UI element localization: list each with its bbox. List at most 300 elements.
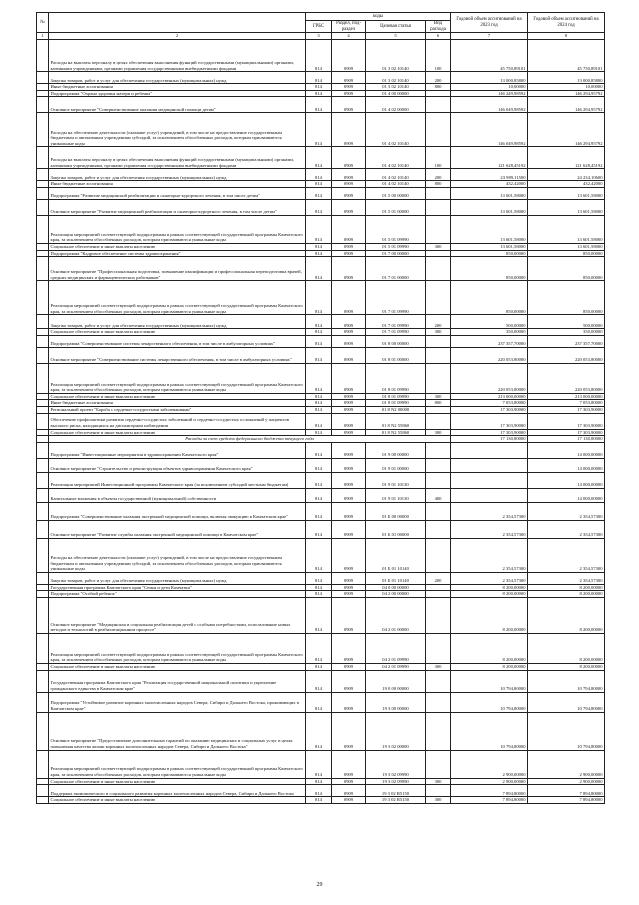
target-article-cell: 01 8 01 09990 [366, 400, 426, 407]
amount-2024-cell: 17 303,90000 [528, 429, 605, 436]
grbs-cell: 814 [306, 84, 332, 91]
section-cell: 0909 [332, 442, 366, 458]
amount-2023-cell: 850,00000 [451, 257, 528, 281]
expense-type-cell: 100 [426, 40, 451, 72]
section-cell: 0909 [332, 90, 366, 97]
section-cell: 0909 [332, 329, 366, 336]
name-cell: Поддержка экономического и социального развития коренных малочисленных народов Севера, Сибири и Дальнего Востока [49, 785, 306, 797]
name-cell: Социальное обеспечение и иные выплаты населению [49, 663, 306, 670]
name-cell: Основное мероприятие "Предоставление дополнительных гарантий по оказанию медицинских и социальных услуг в целях повышения качества жизни коренных малочисленных народов Севера, Сибири и Дальнего Востока" [49, 712, 306, 750]
amount-2024-cell: 14 000,00000 [528, 472, 605, 488]
row-number-cell [37, 488, 49, 502]
table-row [37, 113, 605, 147]
section-cell: 0909 [332, 692, 366, 712]
row-number-cell [37, 84, 49, 91]
grbs-cell: 814 [306, 281, 332, 315]
name-cell: Подпрограмма "Кадровое обеспечение системы здравоохранения" [49, 250, 306, 257]
grbs-cell: 814 [306, 670, 332, 692]
table-row [37, 393, 605, 400]
table-row [37, 84, 605, 91]
section-cell: 0909 [332, 363, 366, 393]
expense-type-cell: 200 [426, 72, 451, 84]
row-number-cell [37, 215, 49, 243]
row-number-cell [37, 778, 49, 785]
amount-2024-cell: 146 294,95792 [528, 97, 605, 113]
expense-type-cell [426, 215, 451, 243]
expense-type-cell: 300 [426, 778, 451, 785]
name-cell: Иные бюджетные ассигнования [49, 84, 306, 91]
row-number-cell [37, 199, 49, 215]
expense-type-cell [426, 502, 451, 520]
name-cell: Закупка товаров, работ и услуг для обеспечения государственных (муниципальных) нужд [49, 72, 306, 84]
table-row [37, 692, 605, 712]
row-number-cell [37, 597, 49, 633]
header-row-number: № [37, 13, 49, 33]
table-row [37, 670, 605, 692]
name-cell: Социальное обеспечение и иные выплаты населению [49, 778, 306, 785]
target-article-cell: 19 3 00 00000 [366, 692, 426, 712]
target-article-cell: 19 3 02 R5150 [366, 785, 426, 797]
expense-type-cell: 800 [426, 181, 451, 188]
table-row [37, 400, 605, 407]
row-number-cell [37, 502, 49, 520]
amount-2023-cell: 10 794,80000 [451, 692, 528, 712]
amount-2023-cell: 17 303,90000 [451, 413, 528, 429]
expense-type-cell [426, 187, 451, 199]
header-name [49, 13, 306, 33]
target-article-cell: 19 3 02 09990 [366, 750, 426, 778]
target-article-cell: 01 9 01 10130 [366, 488, 426, 502]
amount-2023-cell: 45 750,89101 [451, 40, 528, 72]
name-cell: Социальное обеспечение и иные выплаты населению [49, 393, 306, 400]
row-number-cell [37, 187, 49, 199]
table-row [37, 633, 605, 663]
target-article-cell: 01 5 01 00000 [366, 199, 426, 215]
table-body [37, 40, 605, 804]
amount-2024-cell: 2 354,57300 [528, 572, 605, 584]
name-cell: Основное мероприятие "Совершенствование системы лекарственного обеспечения, в том числе в амбулаторных условиях" [49, 347, 306, 363]
name-cell: Подпрограмма "Инвестиционные мероприятия в здравоохранении Камчатского края" [49, 442, 306, 458]
target-article-cell: 01 5 01 09990 [366, 243, 426, 250]
table-row [37, 406, 605, 413]
column-index-row [37, 33, 605, 40]
name-cell: Реализация мероприятий Инвестиционной программы Камчатского края (за исключением субсидий местным бюджетам) [49, 472, 306, 488]
amount-2023-cell: 146 049,98592 [451, 113, 528, 147]
row-number-cell [37, 40, 49, 72]
grbs-cell: 814 [306, 90, 332, 97]
target-article-cell: 01 8 N2 55860 [366, 413, 426, 429]
name-cell: Расходы на выплаты персоналу в целях обеспечения выполнения функций государственными (муниципальными) органами, казенными учреждениями, органами управления государственными внебюджетными фондами [49, 40, 306, 72]
section-cell: 0909 [332, 400, 366, 407]
target-article-cell: 01 9 01 00000 [366, 458, 426, 472]
target-article-cell: 01 9 00 00000 [366, 442, 426, 458]
target-article-cell: 01 5 00 00000 [366, 187, 426, 199]
amount-2024-cell: 17 130,80000 [528, 436, 605, 443]
column-index: 3 [306, 33, 332, 40]
amount-2023-cell: 2 354,57300 [451, 572, 528, 584]
target-article-cell: 01 7 00 00000 [366, 250, 426, 257]
amount-2023-cell: 432,42000 [451, 181, 528, 188]
amount-2024-cell: 7 053,80000 [528, 400, 605, 407]
table-row [37, 663, 605, 670]
amount-2023-cell: 2 354,57300 [451, 538, 528, 572]
amount-2023-cell: 2 354,57300 [451, 502, 528, 520]
grbs-cell: 814 [306, 187, 332, 199]
grbs-cell: 814 [306, 633, 332, 663]
section-cell: 0909 [332, 243, 366, 250]
expense-type-cell [426, 472, 451, 488]
note-cell: Расходы за счет средств федерального бюджета текущего года [49, 436, 451, 443]
expense-type-cell [426, 520, 451, 538]
expense-type-cell [426, 257, 451, 281]
amount-2024-cell: 10 794,80000 [528, 670, 605, 692]
target-article-cell: 01 Б 01 10140 [366, 572, 426, 584]
table-row [37, 442, 605, 458]
section-cell: 0909 [332, 40, 366, 72]
section-cell: 0909 [332, 597, 366, 633]
expense-type-cell [426, 670, 451, 692]
column-index: 2 [49, 33, 306, 40]
amount-2024-cell: 13 601,58000 [528, 199, 605, 215]
grbs-cell: 814 [306, 663, 332, 670]
target-article-cell: 04 2 01 00000 [366, 597, 426, 633]
expense-type-cell [426, 90, 451, 97]
expense-type-cell [426, 199, 451, 215]
grbs-cell: 814 [306, 40, 332, 72]
amount-2023-cell: 13 601,58000 [451, 187, 528, 199]
target-article-cell: 01 Б 01 10140 [366, 538, 426, 572]
amount-2024-cell: 220 053,80000 [528, 347, 605, 363]
amount-2024-cell: 8 200,00000 [528, 584, 605, 591]
grbs-cell: 814 [306, 329, 332, 336]
row-number-cell [37, 335, 49, 347]
name-cell: Реализация мероприятий соответствующей подпрограммы в рамках соответствующей государственной программы Камчатского края, за исключением обособленных расходов, которым присваиваются уникальные коды [49, 750, 306, 778]
section-cell: 0909 [332, 147, 366, 169]
target-article-cell: 01 3 02 10140 [366, 84, 426, 91]
header-expense-type: Вид расхода [426, 21, 451, 33]
row-number-cell [37, 472, 49, 488]
amount-2023-cell: 8 200,00000 [451, 591, 528, 598]
amount-2024-cell: 13 601,58000 [528, 243, 605, 250]
amount-2024-cell: 500,00000 [528, 315, 605, 329]
section-cell: 0909 [332, 406, 366, 413]
target-article-cell: 01 7 01 09990 [366, 315, 426, 329]
amount-2024-cell: 220 053,80000 [528, 363, 605, 393]
row-number-cell [37, 347, 49, 363]
section-cell: 0909 [332, 215, 366, 243]
table-row [37, 315, 605, 329]
section-cell: 0909 [332, 502, 366, 520]
grbs-cell: 814 [306, 363, 332, 393]
amount-2024-cell: 13 601,58000 [528, 187, 605, 199]
row-number-cell [37, 520, 49, 538]
header-target-article: Целевая статья [366, 21, 426, 33]
amount-2023-cell: 10,00000 [451, 84, 528, 91]
expense-type-cell: 300 [426, 429, 451, 436]
target-article-cell: 01 7 01 09990 [366, 281, 426, 315]
expense-type-cell [426, 413, 451, 429]
name-cell: Государственная программа Камчатского края "Реализация государственной национальной политики и укрепление гражданского единства в Камчатском крае" [49, 670, 306, 692]
grbs-cell: 814 [306, 335, 332, 347]
table-row [37, 169, 605, 181]
expense-type-cell [426, 597, 451, 633]
table-row [37, 329, 605, 336]
name-cell: Реализация мероприятий соответствующей подпрограммы в рамках соответствующей государственной программы Камчатского края, за исключением обособленных расходов, которым присваиваются уникальные коды [49, 363, 306, 393]
table-header [37, 13, 605, 40]
table-row [37, 584, 605, 591]
name-cell: Закупка товаров, работ и услуг для обеспечения государственных (муниципальных) нужд [49, 315, 306, 329]
table-row [37, 243, 605, 250]
row-number-cell [37, 90, 49, 97]
name-cell: Основное мероприятие "Совершенствование оказания медицинской помощи детям" [49, 97, 306, 113]
amount-2023-cell [451, 442, 528, 458]
row-number-cell [37, 406, 49, 413]
amount-2023-cell: 17 303,90000 [451, 406, 528, 413]
expense-type-cell [426, 591, 451, 598]
table-row [37, 181, 605, 188]
table-row [37, 72, 605, 84]
expense-type-cell: 200 [426, 572, 451, 584]
table-row [37, 520, 605, 538]
table-row [37, 597, 605, 633]
target-article-cell: 19 3 02 09990 [366, 778, 426, 785]
table-row [37, 778, 605, 785]
row-number-cell [37, 329, 49, 336]
grbs-cell: 814 [306, 520, 332, 538]
name-cell: Расходы на обеспечение деятельности (оказание услуг) учреждений, в том числе на предоставление государственным бюджетным и автономным учреждениям субсидий, за исключением обособленных расходов, которым присваиваются уникальные коды [49, 113, 306, 147]
grbs-cell: 814 [306, 315, 332, 329]
expense-type-cell: 400 [426, 488, 451, 502]
amount-2024-cell: 850,00000 [528, 250, 605, 257]
column-index: 6 [426, 33, 451, 40]
grbs-cell: 814 [306, 257, 332, 281]
amount-2023-cell: 213 000,00000 [451, 393, 528, 400]
row-number-cell [37, 584, 49, 591]
amount-2023-cell: 350,00000 [451, 329, 528, 336]
section-cell: 0909 [332, 72, 366, 84]
target-article-cell: 01 4 02 10140 [366, 169, 426, 181]
target-article-cell: 01 4 02 00000 [366, 97, 426, 113]
row-number-cell [37, 633, 49, 663]
name-cell: Социальное обеспечение и иные выплаты населению [49, 797, 306, 804]
section-cell: 0909 [332, 199, 366, 215]
section-cell: 0909 [332, 584, 366, 591]
table-row [37, 90, 605, 97]
row-number-cell [37, 429, 49, 436]
name-cell: Реализация мероприятий соответствующей подпрограммы в рамках соответствующей государственной программы Камчатского края, за исключением обособленных расходов, которым присваиваются уникальные коды [49, 215, 306, 243]
amount-2023-cell: 850,00000 [451, 281, 528, 315]
row-number-cell [37, 147, 49, 169]
table-row [37, 436, 605, 443]
header-amount-2024: Годовой объем ассигнований на 2024 год [528, 13, 605, 33]
name-cell: Капитальные вложения в объекты государственной (муниципальной) собственности [49, 488, 306, 502]
column-index: 1 [37, 33, 49, 40]
amount-2024-cell: 350,00000 [528, 329, 605, 336]
amount-2024-cell: 850,00000 [528, 281, 605, 315]
expense-type-cell [426, 363, 451, 393]
table-row [37, 429, 605, 436]
name-cell: Основное мероприятие "Развитие медицинской реабилитации и санаторно-курортного лечения, в том числе детям" [49, 199, 306, 215]
row-number-cell [37, 250, 49, 257]
name-cell: Основное мероприятие "Медицинская и социальная реабилитация детей с особыми потребностями, использование новых методов и технологий в реабилитационном процессе" [49, 597, 306, 633]
target-article-cell: 01 7 01 09990 [366, 329, 426, 336]
row-number-cell [37, 458, 49, 472]
expense-type-cell: 300 [426, 797, 451, 804]
amount-2023-cell: 2 900,00000 [451, 750, 528, 778]
column-index: 4 [332, 33, 366, 40]
expense-type-cell [426, 347, 451, 363]
section-cell: 0909 [332, 84, 366, 91]
header-amount-2023: Годовой объем ассигнований на 2023 год [451, 13, 528, 33]
target-article-cell: 01 4 00 00000 [366, 90, 426, 97]
grbs-cell: 814 [306, 347, 332, 363]
expense-type-cell [426, 458, 451, 472]
table-row [37, 750, 605, 778]
column-index: 5 [366, 33, 426, 40]
amount-2024-cell: 14 000,00000 [528, 488, 605, 502]
amount-2023-cell: 8 200,00000 [451, 597, 528, 633]
amount-2024-cell: 13 601,58000 [528, 215, 605, 243]
name-cell: Региональный проект "Борьба с сердечно-сосудистыми заболеваниями" [49, 406, 306, 413]
amount-2024-cell: 10 794,80000 [528, 712, 605, 750]
section-cell: 0909 [332, 538, 366, 572]
amount-2023-cell: 2 354,57300 [451, 520, 528, 538]
row-number-cell [37, 181, 49, 188]
target-article-cell: 01 8 N2 55860 [366, 429, 426, 436]
target-article-cell: 01 4 02 10140 [366, 113, 426, 147]
name-cell: Закупка товаров, работ и услуг для обеспечения государственных (муниципальных) нужд [49, 572, 306, 584]
grbs-cell: 814 [306, 400, 332, 407]
expense-type-cell [426, 750, 451, 778]
table-row [37, 215, 605, 243]
amount-2023-cell: 2 900,00000 [451, 778, 528, 785]
target-article-cell: 04 2 00 00000 [366, 591, 426, 598]
header-codes-group: коды [306, 13, 451, 21]
name-cell: Реализация мероприятий соответствующей подпрограммы в рамках соответствующей государственной программы Камчатского края, за исключением обособленных расходов, которым присваиваются уникальные коды [49, 633, 306, 663]
amount-2024-cell: 121 628,45192 [528, 147, 605, 169]
target-article-cell: 01 8 01 00000 [366, 347, 426, 363]
amount-2024-cell: 850,00000 [528, 257, 605, 281]
amount-2023-cell: 10 794,80000 [451, 712, 528, 750]
table-row [37, 147, 605, 169]
target-article-cell: 01 4 02 10140 [366, 147, 426, 169]
section-cell: 0909 [332, 785, 366, 797]
table-row [37, 591, 605, 598]
column-index: 8 [528, 33, 605, 40]
amount-2024-cell: 10 794,80000 [528, 692, 605, 712]
expense-type-cell [426, 97, 451, 113]
grbs-cell: 814 [306, 591, 332, 598]
grbs-cell: 814 [306, 472, 332, 488]
table-row [37, 199, 605, 215]
amount-2023-cell: 121 628,45192 [451, 147, 528, 169]
expense-type-cell: 300 [426, 329, 451, 336]
table-row [37, 797, 605, 804]
grbs-cell: 814 [306, 712, 332, 750]
section-cell: 0909 [332, 670, 366, 692]
budget-sheet [36, 12, 604, 804]
amount-2024-cell: 17 303,90000 [528, 406, 605, 413]
amount-2024-cell: 2 900,00000 [528, 778, 605, 785]
amount-2023-cell: 8 200,00000 [451, 584, 528, 591]
amount-2024-cell: 146 294,95792 [528, 90, 605, 97]
section-cell: 0909 [332, 778, 366, 785]
amount-2024-cell: 2 900,00000 [528, 750, 605, 778]
amount-2023-cell [451, 472, 528, 488]
expense-type-cell: 300 [426, 243, 451, 250]
amount-2023-cell [451, 458, 528, 472]
grbs-cell: 814 [306, 797, 332, 804]
grbs-cell: 814 [306, 750, 332, 778]
amount-2023-cell: 7 053,80000 [451, 400, 528, 407]
target-article-cell: 01 8 N2 00000 [366, 406, 426, 413]
name-cell: Подпрограмма "Развитие медицинской реабилитации и санаторно-курортного лечения, в том числе детям" [49, 187, 306, 199]
name-cell: Обеспечение профилактики развития сердечно-сосудистых заболеваний и сердечно-сосудистых осложнений у пациентов высокого риска, находящихся на диспансерном наблюдении [49, 413, 306, 429]
amount-2024-cell: 10,00000 [528, 84, 605, 91]
amount-2023-cell: 500,00000 [451, 315, 528, 329]
expense-type-cell: 800 [426, 84, 451, 91]
table-row [37, 97, 605, 113]
name-cell: Подпрограмма "Охрана здоровья матери и ребенка" [49, 90, 306, 97]
table-row [37, 785, 605, 797]
amount-2024-cell: 45 750,89101 [528, 40, 605, 72]
expense-type-cell: 300 [426, 393, 451, 400]
expense-type-cell [426, 406, 451, 413]
grbs-cell: 814 [306, 458, 332, 472]
table-row [37, 572, 605, 584]
section-cell: 0909 [332, 591, 366, 598]
row-number-cell [37, 663, 49, 670]
target-article-cell: 01 7 01 00000 [366, 257, 426, 281]
page-number: 29 [316, 882, 323, 888]
expense-type-cell [426, 281, 451, 315]
amount-2024-cell: 2 354,57300 [528, 520, 605, 538]
target-article-cell: 19 0 00 00000 [366, 670, 426, 692]
row-number-cell [37, 363, 49, 393]
amount-2023-cell: 13 601,58000 [451, 215, 528, 243]
section-cell: 0909 [332, 750, 366, 778]
row-number-cell [37, 538, 49, 572]
row-number-cell [37, 670, 49, 692]
target-article-cell: 01 8 01 09990 [366, 393, 426, 400]
target-article-cell: 01 8 00 00000 [366, 335, 426, 347]
expense-type-cell [426, 113, 451, 147]
section-cell: 0909 [332, 281, 366, 315]
grbs-cell: 814 [306, 406, 332, 413]
grbs-cell: 814 [306, 243, 332, 250]
name-cell: Социальное обеспечение и иные выплаты населению [49, 243, 306, 250]
target-article-cell: 01 9 01 10130 [366, 472, 426, 488]
table-row [37, 472, 605, 488]
section-cell: 0909 [332, 663, 366, 670]
table-row [37, 363, 605, 393]
row-number-cell [37, 692, 49, 712]
amount-2024-cell: 146 294,95792 [528, 113, 605, 147]
expense-type-cell [426, 584, 451, 591]
amount-2023-cell: 17 303,90000 [451, 429, 528, 436]
table-row [37, 413, 605, 429]
section-cell: 0909 [332, 429, 366, 436]
row-number-cell [37, 413, 49, 429]
amount-2023-cell: 237 357,70000 [451, 335, 528, 347]
expense-type-cell: 100 [426, 147, 451, 169]
target-article-cell: 01 5 01 09990 [366, 215, 426, 243]
section-cell: 0909 [332, 572, 366, 584]
table-row [37, 187, 605, 199]
column-index: 7 [451, 33, 528, 40]
grbs-cell: 814 [306, 778, 332, 785]
grbs-cell: 814 [306, 181, 332, 188]
